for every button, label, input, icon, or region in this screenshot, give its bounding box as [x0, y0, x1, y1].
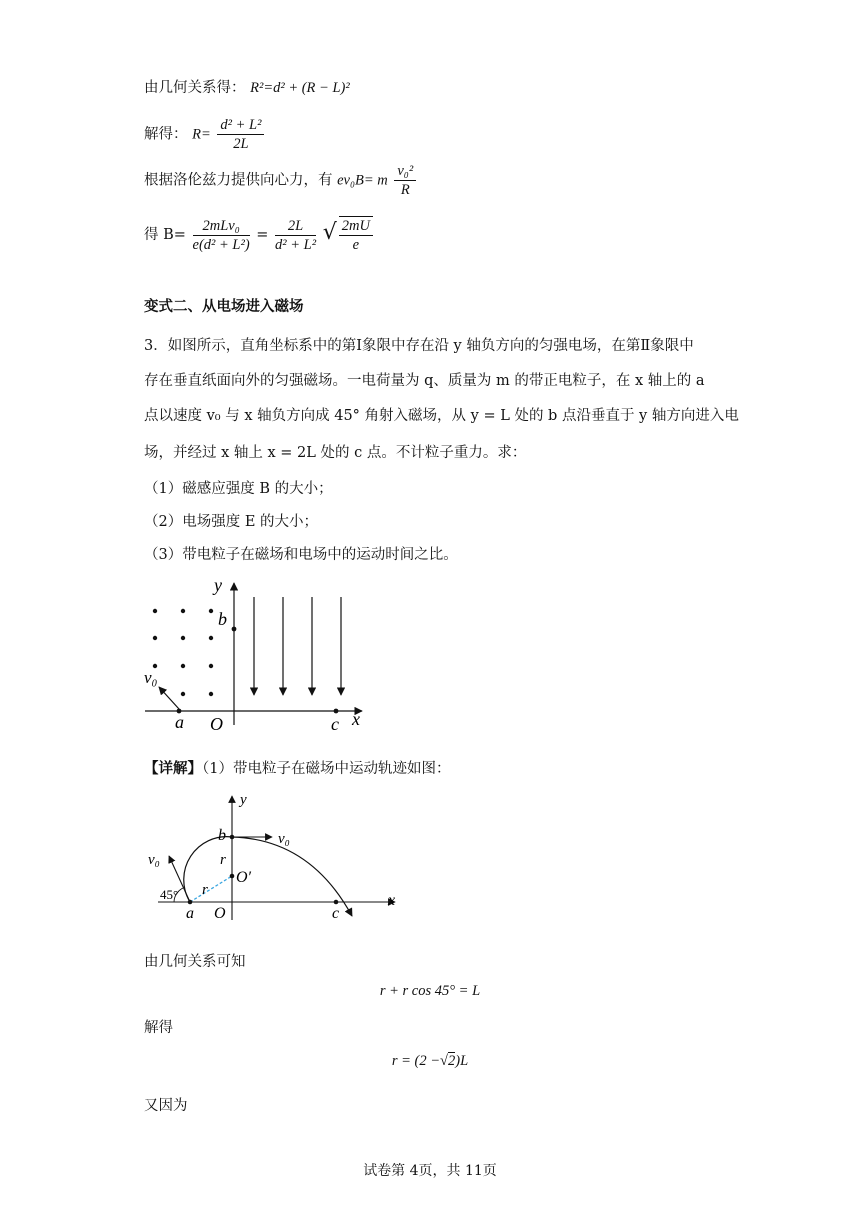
- fig2-y-label: y: [240, 792, 247, 808]
- b-denominator-2: d² + L²: [275, 236, 317, 253]
- lorentz-numerator: v₀²: [394, 162, 416, 181]
- fig2-origin-label: O: [214, 905, 226, 922]
- circular-arc: [184, 837, 232, 902]
- point-b-dot: [232, 627, 237, 632]
- detail-text: （1）带电粒子在磁场中运动轨迹如图：: [202, 761, 451, 777]
- b-numerator-2: 2L: [275, 217, 316, 236]
- sqrt-sign: √: [322, 220, 337, 245]
- fig2-center-label: O′: [236, 869, 252, 886]
- b-label: 得 B=: [144, 227, 186, 243]
- fig2-angle-label: 45°: [160, 887, 179, 902]
- fig1-origin-label: O: [210, 714, 223, 734]
- problem-line-4: 场，并经过 x 轴上 x = 2L 处的 c 点。不计粒子重力。求：: [144, 445, 527, 461]
- detail-tag: 【详解】: [144, 760, 202, 777]
- b-numerator-1: 2mLv₀: [193, 217, 250, 236]
- problem-line-2: 存在垂直纸面向外的匀强磁场。一电荷量为 q、质量为 m 的带正电粒子，在 x 轴上的 a: [144, 373, 705, 389]
- fig1-velocity-label: v₀: [144, 668, 158, 687]
- lorentz-line: [144, 162, 418, 199]
- geometry-relation-line: [144, 76, 350, 97]
- solve-label: 解得：: [144, 126, 188, 143]
- b-sqrt-denominator: e: [352, 237, 360, 253]
- b-fraction-2: [275, 217, 316, 254]
- geometry-known-line: 由几何关系可知: [144, 954, 246, 970]
- fig2-velocity-left-label: v₀: [148, 852, 160, 868]
- fig2-x-label: x: [388, 892, 396, 909]
- lorentz-lhs: ev₀B= m: [337, 172, 388, 189]
- velocity-arrow: [159, 687, 179, 709]
- solved-line: 解得: [144, 1020, 173, 1036]
- fig1-y-label: y: [214, 575, 222, 595]
- fig2-a-label: a: [186, 905, 194, 922]
- equation-1: r + r cos 45° = L: [379, 983, 481, 999]
- fig2-velocity-b-label: v₀: [278, 831, 290, 847]
- question-2: （2）电场强度 E 的大小；: [144, 514, 319, 530]
- eq2-sqrt-value: 2: [448, 1053, 456, 1069]
- r-lhs: R=: [192, 126, 211, 143]
- fig1-a-label: a: [175, 712, 184, 732]
- point-c-dot-2: [334, 900, 339, 905]
- b-result-line: [144, 216, 375, 254]
- r-numerator: d² + L²: [217, 116, 264, 135]
- radius-dashed-line: [190, 876, 232, 902]
- b-fraction-1: [193, 217, 250, 254]
- lorentz-denominator: R: [400, 182, 410, 198]
- b-sqrt-fraction: [339, 216, 373, 254]
- figure-field-diagram: [140, 575, 370, 735]
- geometry-label: 由几何关系得：: [144, 80, 246, 96]
- because-line: 又因为: [144, 1098, 188, 1114]
- fig1-c-label: c: [331, 714, 339, 734]
- eq2-close: )L: [455, 1053, 469, 1069]
- b-sqrt-numerator: 2mU: [339, 217, 373, 236]
- problem-line-3: 点以速度 v₀ 与 x 轴负方向成 45° 角射入磁场，从 y = L 处的 b 点沿垂直于 y 轴方向进入电: [144, 408, 739, 424]
- detail-line: [144, 757, 450, 778]
- point-b-dot-2: [230, 835, 235, 840]
- page-footer: 试卷第 4页，共 11页: [363, 1163, 497, 1179]
- question-1: （1）磁感应强度 B 的大小；: [144, 481, 333, 497]
- eq2-open: (2 −: [414, 1053, 441, 1069]
- magnetic-field-dots: [153, 609, 213, 696]
- fig2-c-label: c: [332, 905, 340, 922]
- fig1-x-label: x: [352, 709, 360, 729]
- section-title: 变式二、从电场进入磁场: [144, 298, 304, 315]
- fig2-radius-label-2: r: [202, 882, 208, 898]
- electric-field-arrows: [254, 597, 341, 695]
- question-3: （3）带电粒子在磁场和电场中的运动时间之比。: [144, 547, 458, 563]
- equation-2: [0, 1053, 860, 1070]
- fig1-b-label: b: [218, 609, 227, 629]
- geometry-equation: R²=d² + (R − L)²: [250, 80, 350, 96]
- eq2-prefix: r =: [391, 1053, 411, 1069]
- b-denominator-1: e(d² + L²): [192, 236, 250, 253]
- fig2-radius-label-1: r: [220, 852, 226, 868]
- point-c-dot: [334, 709, 339, 714]
- b-equals: =: [256, 227, 269, 243]
- r-denominator: 2L: [233, 136, 249, 152]
- figure-trajectory-diagram: [140, 790, 405, 940]
- fig2-b-label: b: [218, 827, 226, 844]
- eq2-sqrt-sign: √: [440, 1053, 448, 1069]
- lorentz-fraction: [394, 162, 416, 199]
- r-fraction: [217, 116, 264, 153]
- lorentz-text: 根据洛伦兹力提供向心力，有: [144, 172, 333, 189]
- solve-R-line: [144, 116, 266, 153]
- point-a-dot-2: [188, 900, 193, 905]
- center-o-prime-dot: [230, 874, 235, 879]
- problem-line-1: 3．如图所示，直角坐标系中的第Ⅰ象限中存在沿 y 轴负方向的匀强电场，在第Ⅱ象限中: [144, 338, 694, 354]
